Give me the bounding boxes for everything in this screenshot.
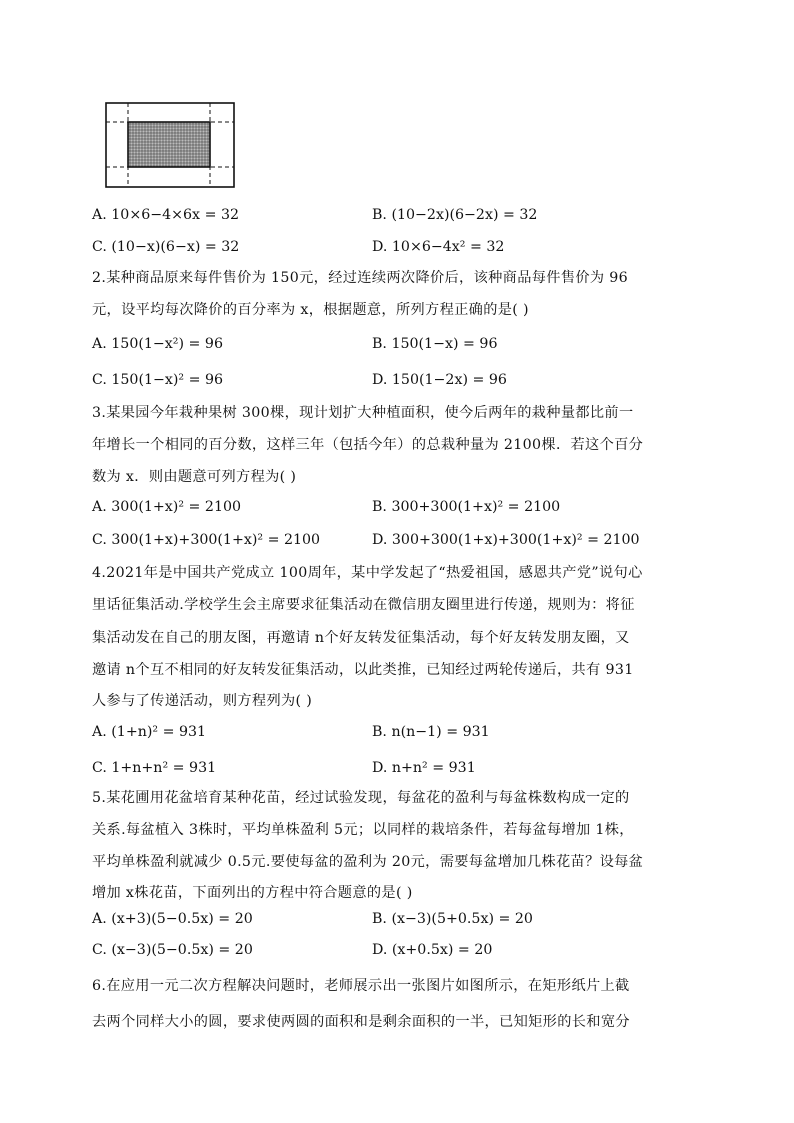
q4-text-line-5: 人参与了传递活动，则方程列为( )	[92, 693, 313, 709]
q3-text-line-3: 数为 x．则由题意可列方程为( )	[92, 469, 297, 485]
q4-text-line-2: 里话征集活动.学校学生会主席要求征集活动在微信朋友圈里进行传递，规则为：将征	[92, 597, 635, 613]
q4-option-c: C. 1+n+n² = 931	[92, 760, 217, 776]
q4-text-line-1: 4.2021年是中国共产党成立 100周年，某中学发起了“热爱祖国，感恩共产党”说句心	[92, 565, 643, 581]
q3-option-d: D. 300+300(1+x)+300(1+x)² = 2100	[372, 532, 640, 548]
q5-text-line-3: 平均单株盈利就减少 0.5元.要使每盆的盈利为 20元，需要每盆增加几株花苗？设每盆	[92, 854, 644, 870]
q5-text-line-2: 关系.每盆植入 3株时，平均单株盈利 5元；以同样的栽培条件，若每盆每增加 1株，	[92, 822, 634, 838]
q1-option-d: D. 10×6−4x² = 32	[372, 239, 505, 255]
q5-text-line-4: 增加 x株花苗，下面列出的方程中符合题意的是( )	[92, 885, 413, 901]
q5-text-line-1: 5.某花圃用花盆培育某种花苗，经过试验发现，每盆花的盈利与每盆株数构成一定的	[92, 790, 630, 806]
q4-option-b: B. n(n−1) = 931	[372, 724, 490, 740]
q1-option-b: B. (10−2x)(6−2x) = 32	[372, 207, 538, 223]
q5-option-b: B. (x−3)(5+0.5x) = 20	[372, 911, 533, 927]
q4-text-line-3: 集活动发在自己的朋友图，再邀请 n个好友转发征集活动，每个好友转发朋友圈，又	[92, 630, 630, 646]
q5-option-d: D. (x+0.5x) = 20	[372, 942, 493, 958]
q2-option-c: C. 150(1−x)² = 96	[92, 372, 224, 388]
q3-option-a: A. 300(1+x)² = 2100	[92, 499, 242, 515]
q5-option-a: A. (x+3)(5−0.5x) = 20	[92, 911, 253, 927]
q4-option-a: A. (1+n)² = 931	[92, 724, 207, 740]
q2-option-d: D. 150(1−2x) = 96	[372, 372, 507, 388]
q6-text-line-1: 6.在应用一元二次方程解决问题时，老师展示出一张图片如图所示，在矩形纸片上截	[92, 978, 630, 994]
q4-text-line-4: 邀请 n个互不相同的好友转发征集活动，以此类推，已知经过两轮传递后，共有 931	[92, 662, 634, 678]
q3-option-c: C. 300(1+x)+300(1+x)² = 2100	[92, 532, 321, 548]
q5-option-c: C. (x−3)(5−0.5x) = 20	[92, 942, 253, 958]
q4-option-d: D. n+n² = 931	[372, 760, 476, 776]
q1-option-a: A. 10×6−4×6x = 32	[92, 207, 240, 223]
q2-text-line-1: 2.某种商品原来每件售价为 150元，经过连续两次降价后，该种商品每件售价为 96	[92, 270, 629, 286]
shaded-inner-rectangle	[128, 122, 210, 167]
q2-option-a: A. 150(1−x²) = 96	[92, 336, 223, 352]
q3-option-b: B. 300+300(1+x)² = 2100	[372, 499, 561, 515]
q3-text-line-1: 3.某果园今年栽种果树 300棵，现计划扩大种植面积，使今后两年的栽种量都比前一	[92, 405, 634, 421]
q2-text-line-2: 元，设平均每次降价的百分率为 x，根据题意，所列方程正确的是( )	[92, 302, 529, 318]
q1-option-c: C. (10−x)(6−x) = 32	[92, 239, 240, 255]
q2-option-b: B. 150(1−x) = 96	[372, 336, 498, 352]
q6-text-line-2: 去两个同样大小的圆，要求使两圆的面积和是剩余面积的一半，已知矩形的长和宽分	[92, 1014, 630, 1030]
rectangle-figure	[105, 102, 235, 188]
q3-text-line-2: 年增长一个相同的百分数，这样三年（包括今年）的总栽种量为 2100棵．若这个百分	[92, 437, 644, 453]
